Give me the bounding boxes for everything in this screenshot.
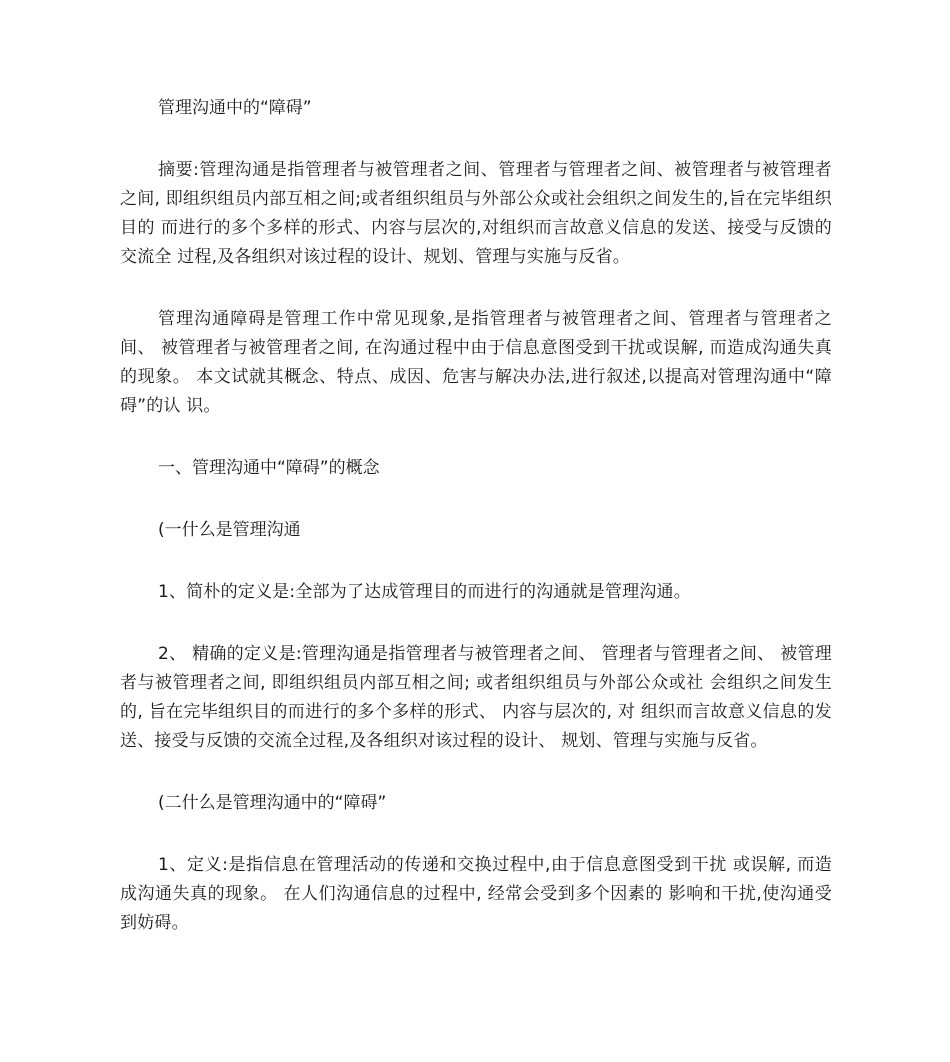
obstacle-definition-paragraph: 1、定义:是指信息在管理活动的传递和交换过程中,由于信息意图受到干扰 或误解, 而造成沟通失真的现象。 在人们沟通信息的过程中, 经常会受到多个因素的 影响和干扰,使沟通受到妨碍。	[120, 855, 832, 933]
section-heading-1: 一、管理沟通中“障碍”的概念	[158, 458, 380, 478]
intro-paragraph: 管理沟通障碍是管理工作中常见现象,是指管理者与被管理者之间、管理者与管理者之间、 被管理者与被管理者之间, 在沟通过程中由于信息意图受到干扰或误解, 而造成沟通失真的现象。 本文试就其概念、特点、成因、危害与解决办法,进行叙述,以提高对管理沟通中“障碍”的认 识。	[120, 309, 832, 416]
simple-definition-paragraph: 1、简朴的定义是:全部为了达成管理目的而进行的沟通就是管理沟通。	[158, 582, 691, 602]
abstract-paragraph: 摘要:管理沟通是指管理者与被管理者之间、管理者与管理者之间、被管理者与被管理者之间, 即组织组员内部互相之间;或者组织组员与外部公众或社会组织之间发生的,旨在完毕组织目的 而进行的多个多样的形式、内容与层次的,对组织而言故意义信息的发送、接受与反馈的交流全 过程,及各组织对该过程的设计、规划、管理与实施与反省。	[120, 160, 832, 267]
subsection-heading-1: (一什么是管理沟通	[158, 520, 301, 540]
subsection-heading-2: (二什么是管理沟通中的“障碍”	[158, 793, 387, 813]
document-title: 管理沟通中的“障碍”	[158, 98, 312, 118]
document-body	[120, 94, 832, 971]
precise-definition-paragraph: 2、 精确的定义是:管理沟通是指管理者与被管理者之间、 管理者与管理者之间、 被管理者与被管理者之间, 即组织组员内部互相之间; 或者组织组员与外部公众或社 会组织之间发生的, 旨在完毕组织目的而进行的多个多样的形式、 内容与层次的, 对 组织而言故意义信息的发送、接受与反馈的交流全过程,及各组织对该过程的设计、 规划、管理与实施与反省。	[120, 644, 832, 751]
